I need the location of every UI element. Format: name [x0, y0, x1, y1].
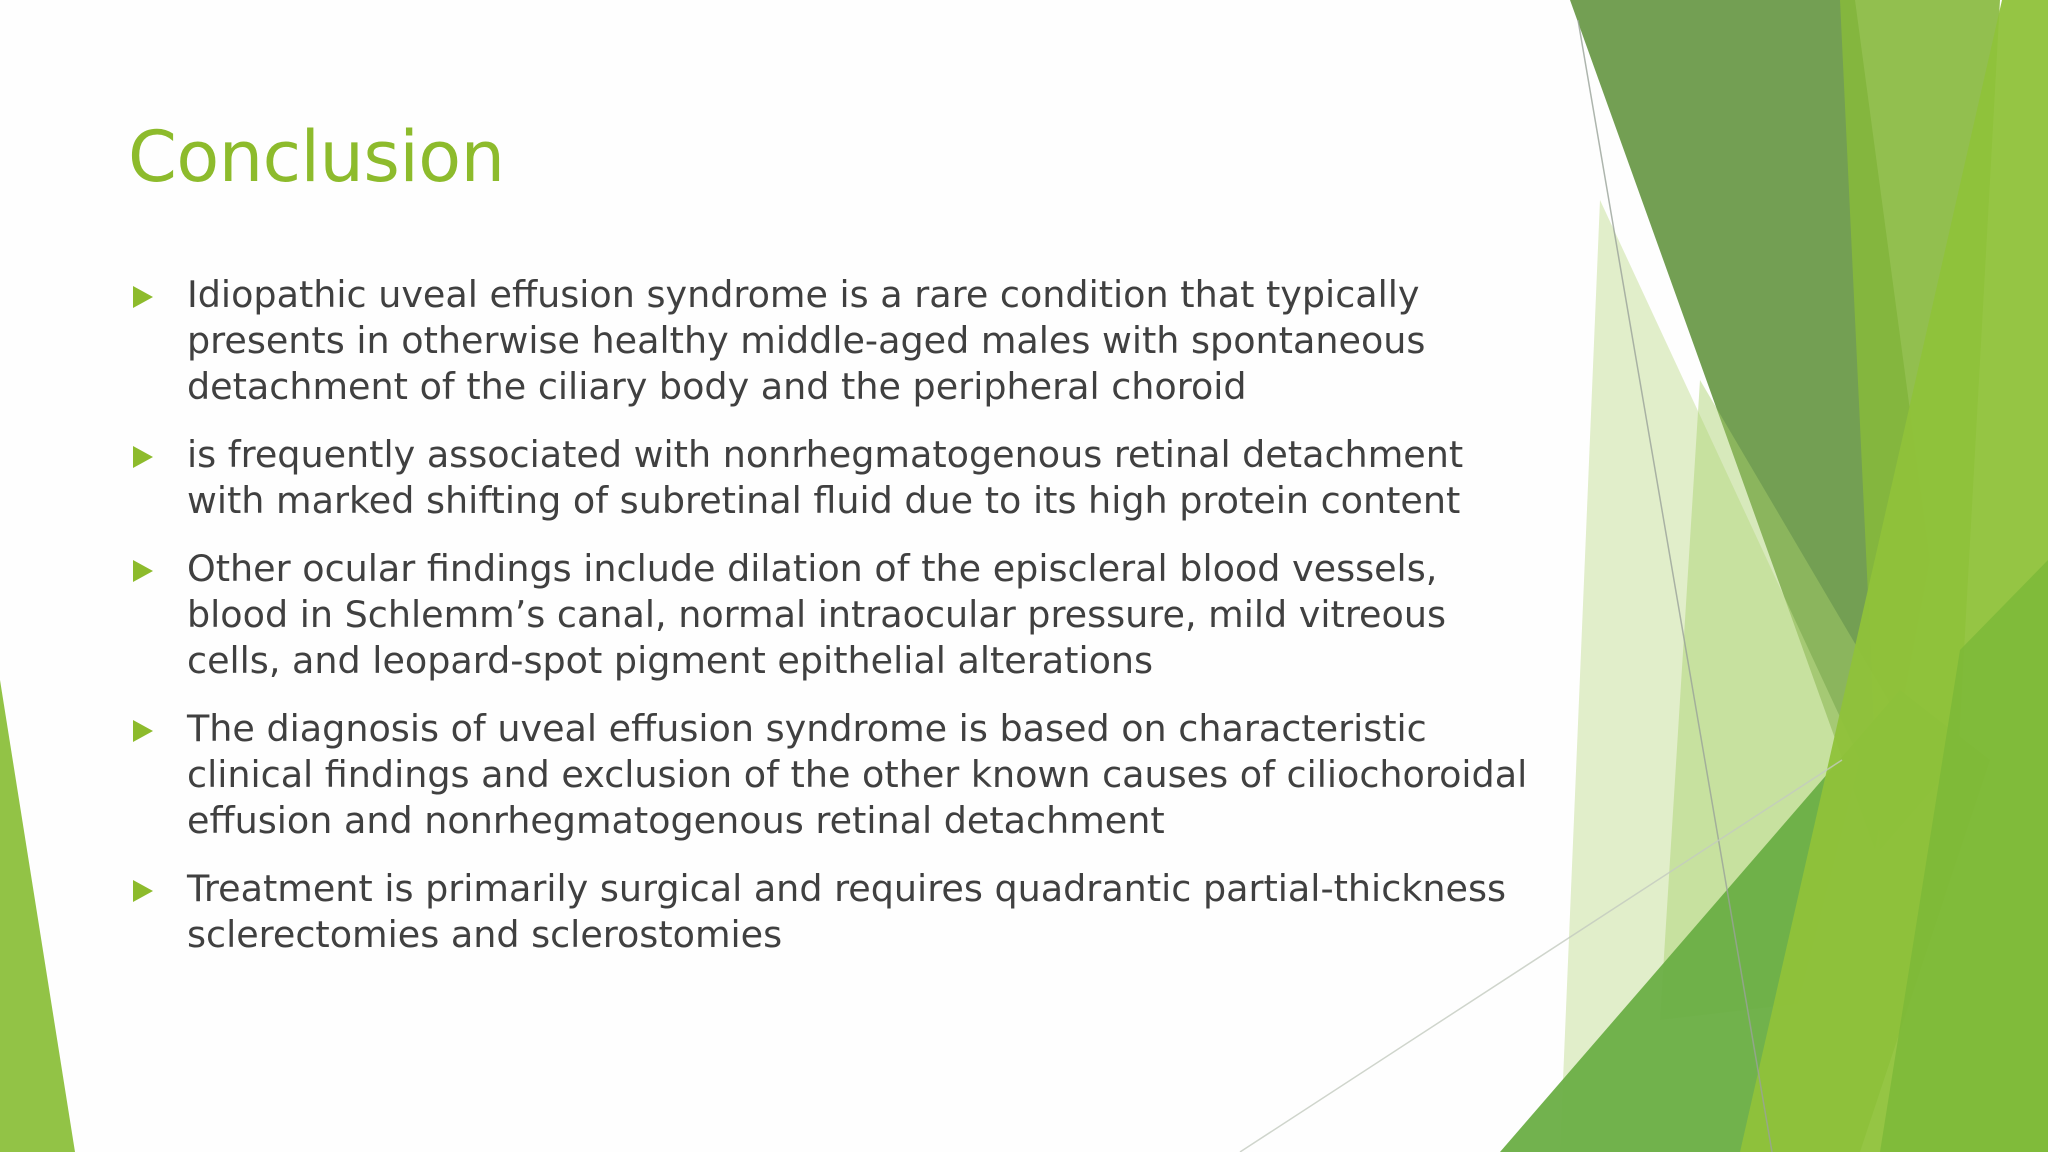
slide-title: Conclusion: [128, 116, 505, 198]
bullet-item: [128, 706, 1548, 844]
bullet-text: The diagnosis of uveal effusion syndrome is based on characteristic clinical findings and exclusion of the other known causes of ciliochoroidal effusion and nonrhegmatogenous retinal detachment: [187, 707, 1528, 842]
bullet-text: Treatment is primarily surgical and requires quadrantic partial-thickness sclerectomies and sclerostomies: [187, 867, 1507, 956]
triangle-right-icon: [133, 720, 153, 742]
bullet-item: [128, 546, 1548, 684]
bullet-item: [128, 432, 1548, 524]
bullet-list: [128, 272, 1548, 980]
bullet-item: [128, 866, 1548, 958]
triangle-right-icon: [133, 560, 153, 582]
triangle-right-icon: [133, 446, 153, 468]
left-green-sliver: [0, 680, 75, 1152]
triangle-right-icon: [133, 286, 153, 308]
bullet-item: [128, 272, 1548, 410]
bullet-text: Other ocular findings include dilation of the episcleral blood vessels, blood in Schlemm’s canal, normal intraocular pressure, mild vitreous cells, and leopard-spot pigment epithelial alterations: [187, 547, 1446, 682]
bullet-text: is frequently associated with nonrhegmatogenous retinal detachment with marked shifting of subretinal fluid due to its high protein content: [187, 433, 1464, 522]
bullet-text: Idiopathic uveal effusion syndrome is a rare condition that typically presents in otherwise healthy middle-aged males with spontaneous detachment of the ciliary body and the peripheral choroid: [187, 273, 1426, 408]
triangle-right-icon: [133, 880, 153, 902]
